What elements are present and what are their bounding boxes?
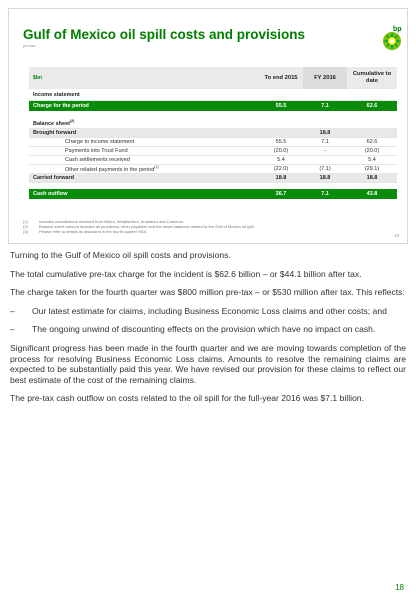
paragraph: Turning to the Gulf of Mexico oil spill costs and provisions. [10,250,231,260]
charge-for-period-row: Charge for the period 55.5 7.1 62.6 [29,101,397,111]
footnote: (2) Balance sheet amount includes all provisions, other payables and the asset balances related to the Gulf of Mexico oil spill. [23,224,255,229]
col-header-to-end-2015: To end 2015 [264,74,298,81]
table-row: Cash settlements received 5.4 5.4 [29,156,397,165]
bp-wordmark: bp [393,26,402,33]
table-row: Other related payments in the period$^{(1)}$ (22.0) (7.1) (29.1) [29,165,397,174]
slide-page-number: 18 [393,233,399,238]
income-statement-label-row: Income statement [29,89,397,101]
list-item: – The ongoing unwind of discounting effects on the provision which have no impact on cash. [10,324,376,335]
cash-outflow-row: Cash outflow 36.7 7.1 43.8 [29,189,397,199]
slide [8,8,408,244]
footnote: (3) Please refer to details as disclosed in the fourth-quarter SEA. [23,229,148,234]
col-header-cumulative: Cumulative to date [352,71,392,84]
footnote: (1) Includes contributions received from Mitsui, Weatherford, Anadarko and Cameron. [23,219,185,224]
dash-bullet-icon: – [10,324,15,335]
col-header-fy-2016: FY 2016 [303,67,347,89]
page-number: 18 [395,583,404,592]
paragraph: Significant progress has been made in the fourth quarter and we are moving towards completion of the process for resolving Business Economic Loss claims. Amounts to resolve the remaining claims are expected to be substantially paid this year. We have revised our provision for these claims to reflect our best estimate of the cost of the remaining claims. [10,342,406,385]
brought-forward-row: Brought forward 18.8 [29,129,397,138]
table-row: Charge to income statement 55.5 7.1 62.6 [29,138,397,147]
cost-table [29,67,397,199]
paragraph: The charge taken for the fourth quarter was $800 million pre-tax – or $530 million after tax. This reflects: [10,287,405,298]
slide-subtitle: pre-tax [23,43,36,48]
table-row: Payments into Trust Fund (20.0) - (20.0) [29,147,397,156]
carried-forward-row: Carried forward 18.8 18.8 18.8 [29,174,397,183]
balance-sheet-label-row: Balance sheet$^{(2)}$ [29,117,397,129]
table-header-row [29,67,397,89]
slide-footnotes [23,219,255,234]
list-item: – Our latest estimate for claims, including Business Economic Loss claims and other costs; and [10,305,387,316]
paragraph: The pre-tax cash outflow on costs related to the oil spill for the full-year 2016 was $7.1 billion. [10,393,364,404]
paragraph: The total cumulative pre-tax charge for the incident is $62.6 billion – or $44.1 billion after tax. [10,268,362,279]
speaker-notes [10,250,406,412]
dash-bullet-icon: – [10,305,15,316]
slide-title: Gulf of Mexico oil spill costs and provisions [23,27,306,42]
unit-label: $bn [33,75,42,81]
